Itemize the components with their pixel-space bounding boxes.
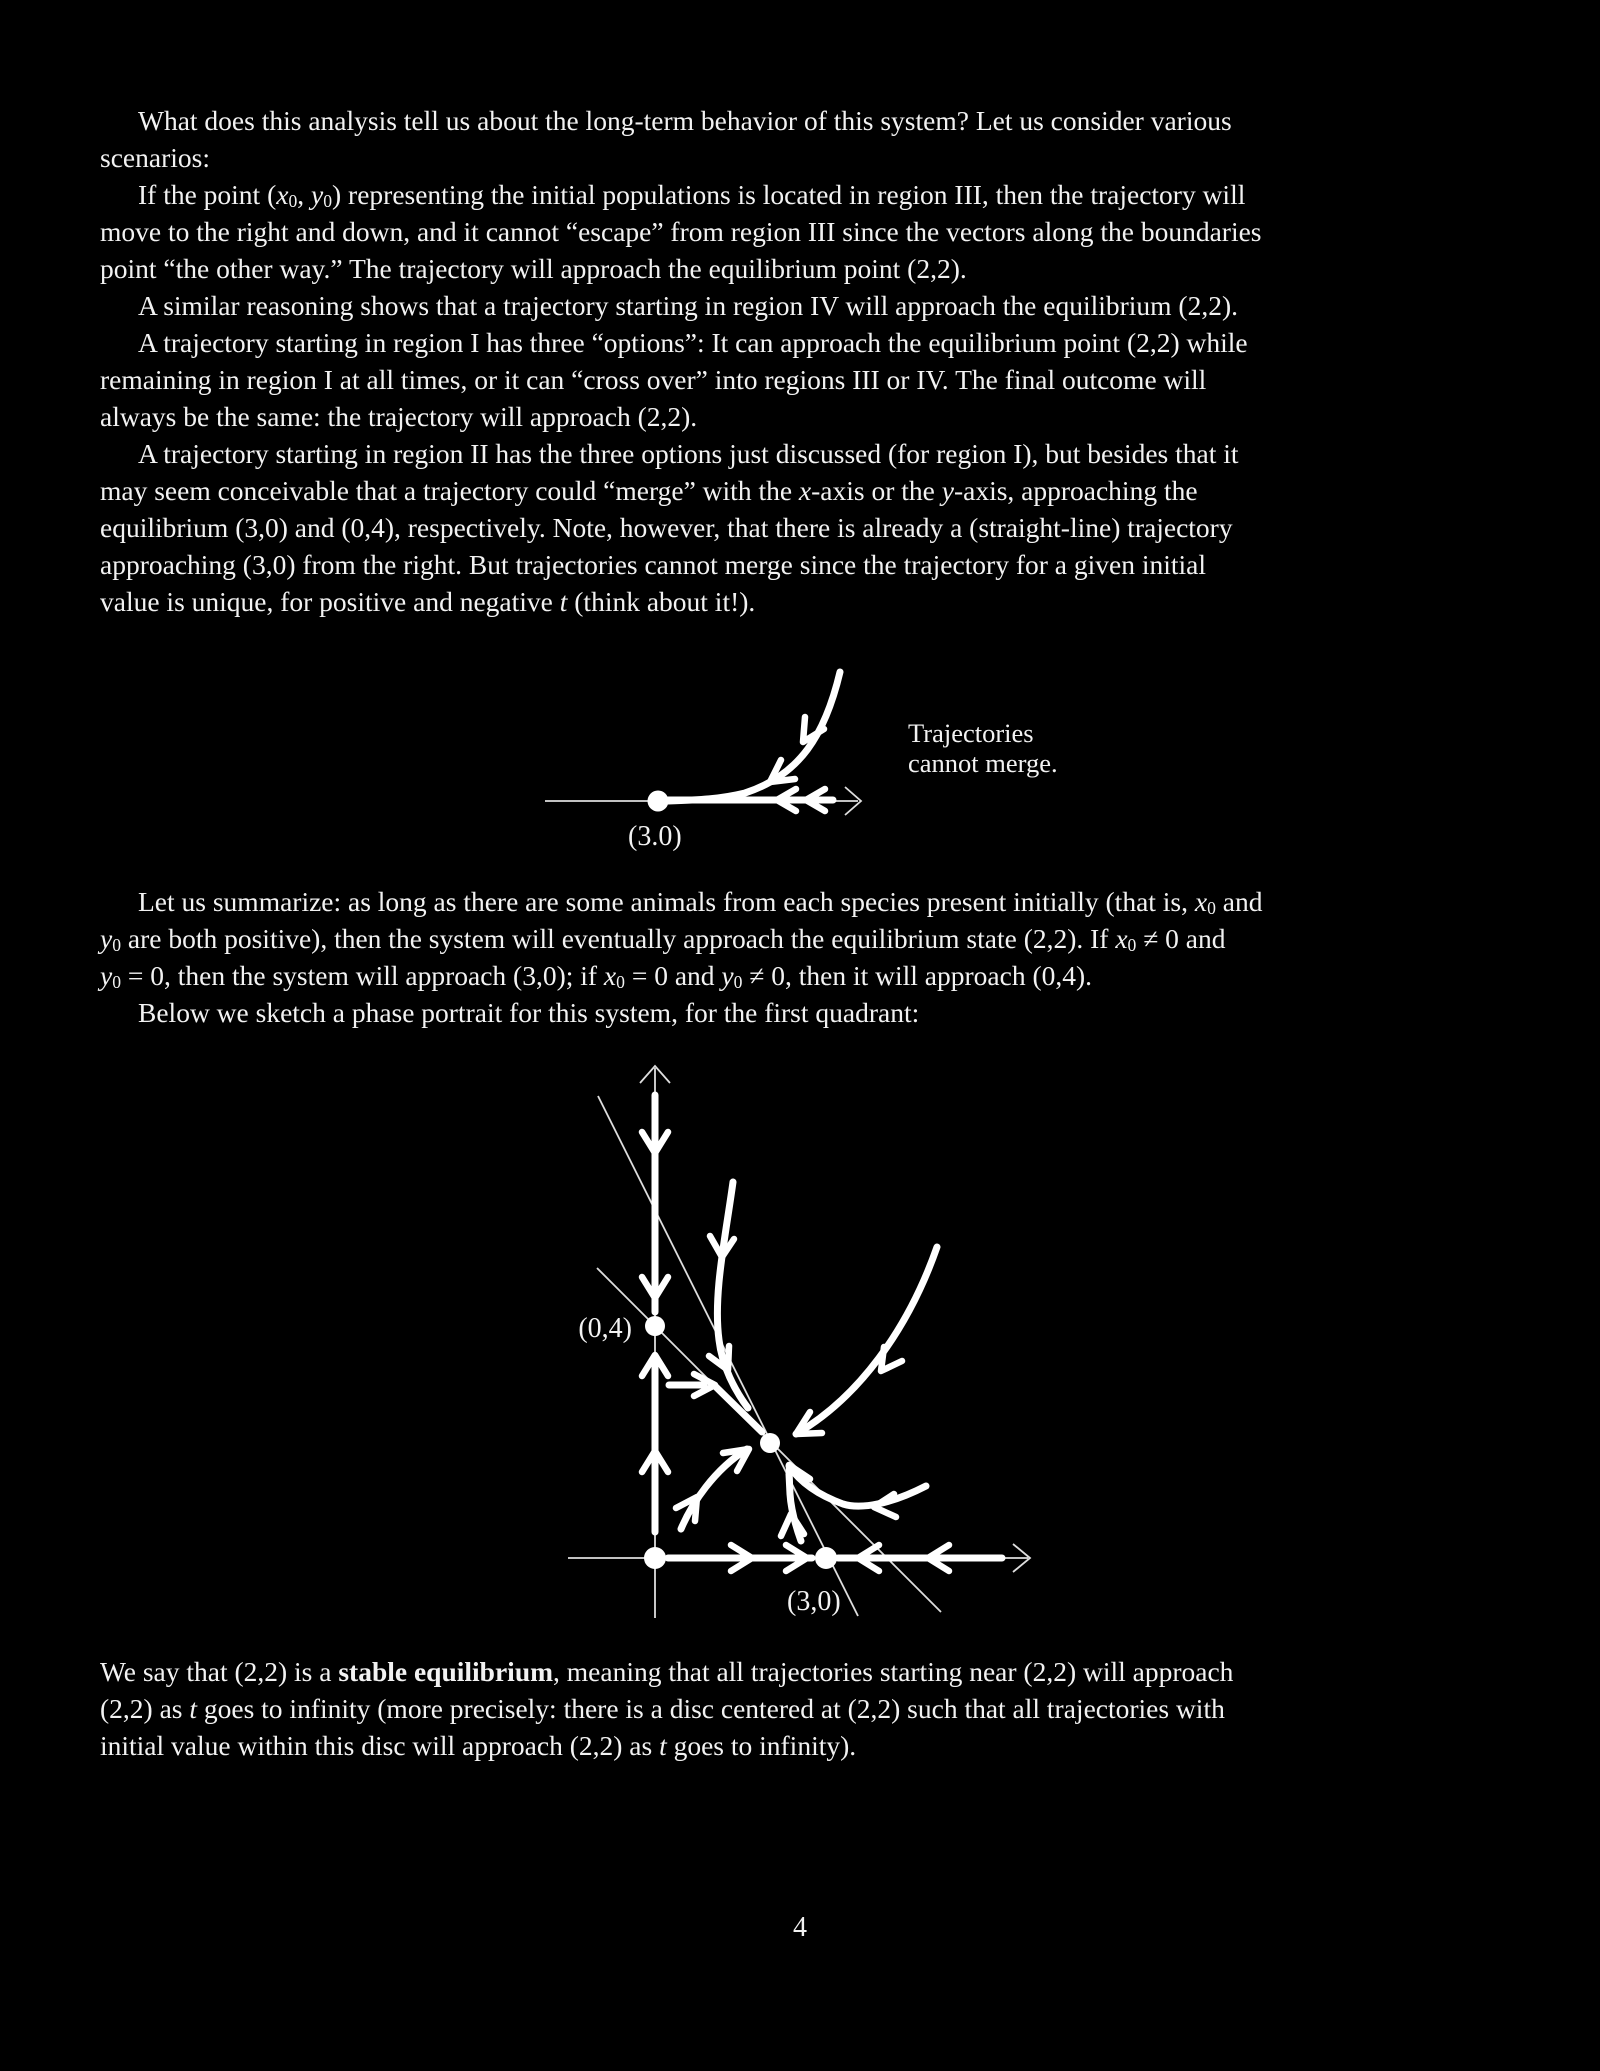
text-line: [100, 287, 1540, 324]
text-run: -axis or the: [811, 475, 942, 506]
text-line: [100, 509, 1540, 546]
text-line: [100, 102, 1540, 139]
text-run: 0: [112, 972, 122, 993]
text-run: ) representing the initial populations is located in region III, then the trajectory will: [332, 179, 1246, 210]
text-run: equilibrium (3,0) and (0,4), respectively. Note, however, that there is already a (straight-line) trajectory: [100, 512, 1233, 543]
italic-text: t: [659, 1730, 667, 1761]
paragraphs-bottom: [100, 1653, 1540, 1764]
text-line: [100, 472, 1540, 509]
fig2-origin-dot: [644, 1547, 666, 1569]
text-line: [100, 583, 1540, 620]
text-run: initial value within this disc will approach (2,2) as: [100, 1730, 660, 1761]
text-run: always be the same: the trajectory will approach (2,2).: [100, 401, 698, 432]
text-run: move to the right and down, and it cannot “escape” from region III since the vectors along the boundaries: [100, 216, 1262, 247]
italic-text: x: [276, 179, 289, 210]
text-run: Below we sketch a phase portrait for this system, for the first quadrant:: [138, 997, 920, 1028]
text-run: ,: [297, 179, 311, 210]
text-line: [100, 920, 1540, 957]
text-line: [100, 324, 1540, 361]
text-run: Let us summarize: as long as there are some animals from each species present initially (that is,: [138, 886, 1195, 917]
text-line: [100, 883, 1540, 920]
fig2-trajectory-lower-right: [789, 1466, 926, 1506]
text-run: We say that (2,2) is a: [100, 1656, 339, 1687]
text-line: [100, 361, 1540, 398]
fig2-equilibrium-22-dot: [760, 1433, 780, 1453]
text-run: value is unique, for positive and negative: [100, 586, 560, 617]
paragraphs-middle: [100, 883, 1540, 1031]
italic-text: x: [1194, 886, 1208, 917]
text-line: [100, 213, 1540, 250]
text-run: goes to infinity).: [666, 1730, 857, 1761]
page-number: 4: [793, 1912, 807, 1943]
text-run: , meaning that all trajectories starting near (2,2) will approach: [553, 1656, 1234, 1687]
fig2-label-30: (3,0): [787, 1586, 841, 1617]
text-line: [100, 1653, 1540, 1690]
text-run: = 0, then the system will approach (3,0); if: [121, 960, 604, 991]
text-run: 0: [616, 972, 625, 993]
figure-phase-portrait: [420, 1050, 1100, 1650]
text-run: and: [1215, 886, 1263, 917]
text-line: [100, 1727, 1540, 1764]
text-run: (think about it!).: [567, 586, 756, 617]
bold-text: stable equilibrium: [338, 1656, 554, 1687]
italic-text: y: [941, 475, 954, 506]
text-run: 0: [1127, 935, 1137, 956]
italic-text: y: [311, 179, 324, 210]
text-line: [100, 546, 1540, 583]
text-run: = 0 and: [624, 960, 722, 991]
italic-text: t: [189, 1693, 197, 1724]
text-run: -axis, approaching the: [953, 475, 1198, 506]
text-run: may seem conceivable that a trajectory could “merge” with the: [100, 475, 799, 506]
figure-trajectories-cannot-merge: [430, 650, 1090, 890]
text-run: 0: [112, 935, 122, 956]
fig2-flow-chevron-icon: [881, 1347, 902, 1371]
text-run: A trajectory starting in region II has the three options just discussed (for region I), but besides that it: [138, 438, 1239, 469]
text-run: 0: [1207, 898, 1216, 919]
text-run: A similar reasoning shows that a trajectory starting in region IV will approach the equilibrium (2,2).: [138, 290, 1238, 321]
italic-text: y: [721, 960, 734, 991]
italic-text: x: [798, 475, 812, 506]
text-run: 0: [288, 191, 298, 212]
text-run: goes to infinity (more precisely: there is a disc centered at (2,2) such that all trajectories with: [197, 1693, 1225, 1724]
text-run: 0: [733, 972, 743, 993]
text-line: [100, 994, 1540, 1031]
text-line: [100, 176, 1540, 213]
fig2-trajectory-upper-right: [796, 1247, 937, 1434]
text-line: [100, 250, 1540, 287]
text-line: [100, 398, 1540, 435]
text-run: ≠ 0 and: [1136, 923, 1226, 954]
paragraphs-top: [100, 102, 1540, 620]
text-run: 0: [323, 191, 333, 212]
fig2-trajectory-top: [717, 1182, 748, 1408]
italic-text: y: [100, 960, 113, 991]
text-run: remaining in region I at all times, or it can “cross over” into regions III or IV. The final outcome will: [100, 364, 1207, 395]
text-run: approaching (3,0) from the right. But trajectories cannot merge since the trajectory for a given initial: [100, 549, 1206, 580]
text-line: [100, 139, 1540, 176]
fig1-equilibrium-dot: [648, 791, 669, 812]
text-run: What does this analysis tell us about the long-term behavior of this system? Let us consider various: [138, 105, 1232, 136]
italic-text: x: [1115, 923, 1128, 954]
fig2-label-04: (0,4): [578, 1313, 632, 1344]
fig1-caption-line2: cannot merge.: [908, 748, 1058, 778]
text-run: are both positive), then the system will eventually approach the equilibrium state (2,2). If: [121, 923, 1116, 954]
text-line: [100, 957, 1540, 994]
fig2-point-04-dot: [645, 1316, 665, 1336]
text-line: [100, 1690, 1540, 1727]
text-run: scenarios:: [100, 142, 210, 173]
fig2-point-30-dot: [815, 1547, 837, 1569]
text-run: A trajectory starting in region I has three “options”: It can approach the equilibrium point (2,2) while: [138, 327, 1248, 358]
italic-text: x: [603, 960, 617, 991]
fig1-point-label: (3.0): [628, 821, 682, 852]
text-line: [100, 435, 1540, 472]
text-run: (2,2) as: [100, 1693, 190, 1724]
fig1-caption-line1: Trajectories: [908, 718, 1034, 748]
fig2-trajectory-lower-left: [681, 1449, 747, 1529]
italic-text: y: [100, 923, 113, 954]
text-run: ≠ 0, then it will approach (0,4).: [742, 960, 1093, 991]
text-run: point “the other way.” The trajectory will approach the equilibrium point (2,2).: [100, 253, 967, 284]
italic-text: t: [559, 586, 568, 617]
text-run: If the point (: [138, 179, 277, 210]
